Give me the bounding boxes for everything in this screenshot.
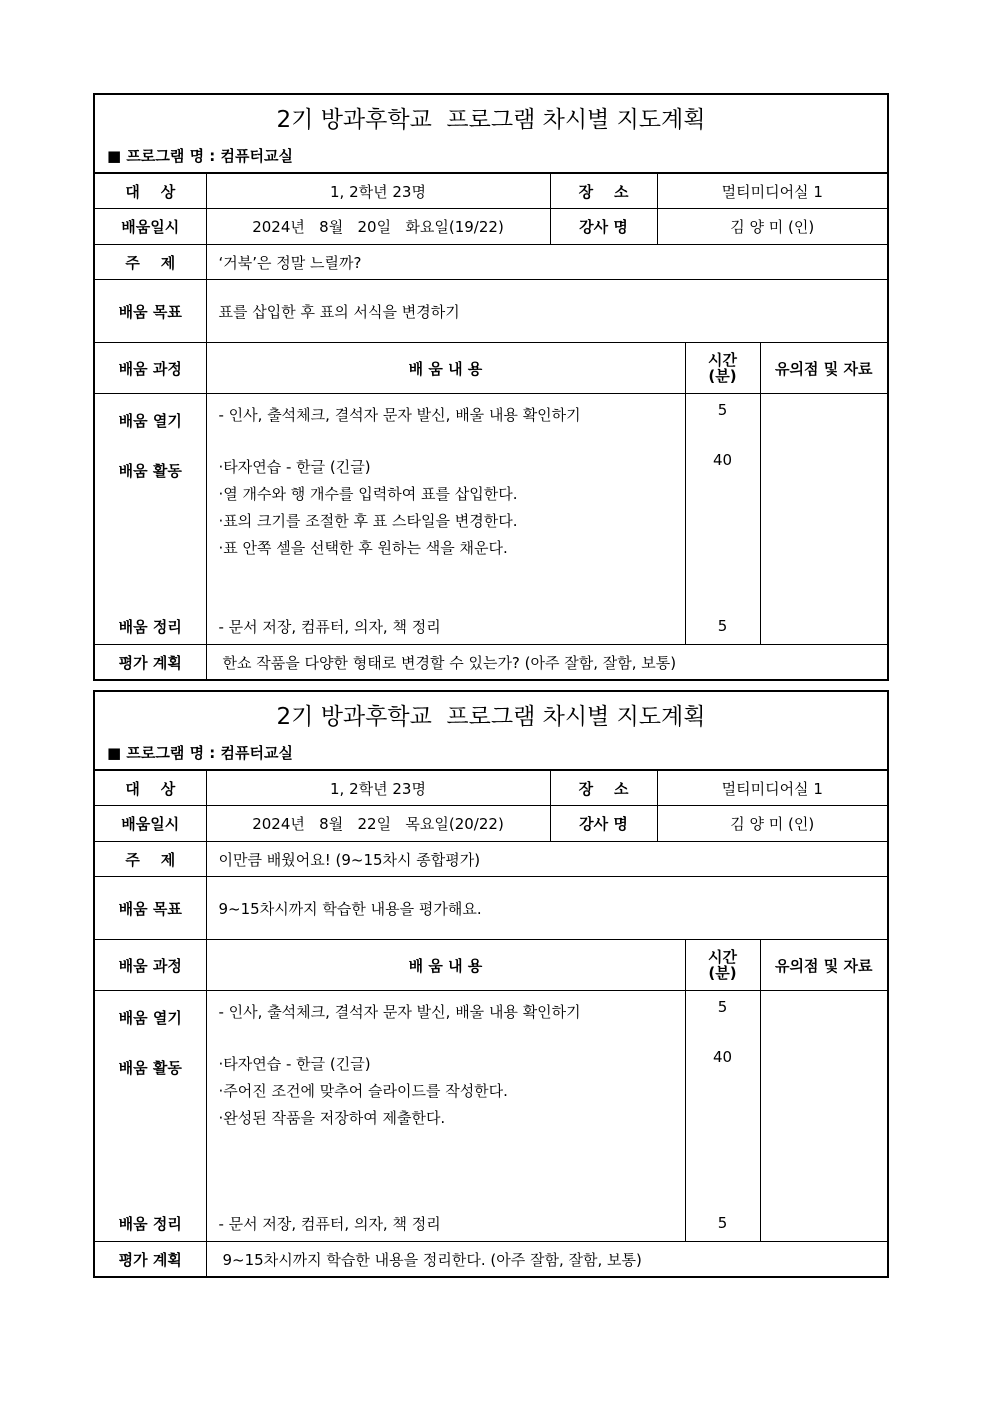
place-value: 멀티미디어실 1 [657, 771, 887, 806]
place-label: 장 소 [550, 771, 657, 806]
process-times [685, 394, 760, 645]
instructor-label: 강사 명 [550, 806, 657, 842]
time-close: 5 [717, 1214, 728, 1232]
activity-item: ·타자연습 - 한글 (긴글) [218, 1055, 371, 1073]
stage-open-label: 배움 열기 [118, 412, 182, 430]
topic-label: 주 제 [95, 842, 206, 877]
process-label: 배움 과정 [95, 343, 206, 394]
notes-cell [760, 394, 887, 645]
activity-item: ·완성된 작품을 저장하여 제출한다. [218, 1109, 446, 1127]
eval-label: 평가 계획 [95, 1242, 206, 1278]
program-name: ■ 프로그램 명 : 컴퓨터교실 [107, 744, 293, 762]
open-content: - 인사, 출석체크, 결석자 문자 발신, 배울 내용 확인하기 [218, 1003, 581, 1021]
target-label: 대 상 [95, 174, 206, 209]
date-label: 배움일시 [95, 806, 206, 842]
date-value: 2024년 8월 20일 화요일(19/22) [206, 209, 550, 245]
notes-header: 유의점 및 자료 [760, 343, 887, 394]
content-header: 배 움 내 용 [206, 940, 685, 991]
close-content: - 문서 저장, 컴퓨터, 의자, 책 정리 [218, 1215, 441, 1233]
activity-item: ·표의 크기를 조절한 후 표 스타일을 변경한다. [218, 512, 518, 530]
activity-item: ·주어진 조건에 맞추어 슬라이드를 작성한다. [218, 1082, 508, 1100]
stage-labels [95, 394, 206, 645]
time-header-line1: 시간 [708, 948, 737, 966]
plan-header [95, 95, 887, 173]
date-value: 2024년 8월 22일 목요일(20/22) [206, 806, 550, 842]
eval-value: 한쇼 작품을 다양한 형태로 변경할 수 있는가? (아주 잘함, 잘함, 보통) [206, 645, 887, 681]
time-header-line2: (분) [708, 964, 737, 982]
page-title: 2기 방과후학교 프로그램 차시별 지도계획 [276, 107, 706, 133]
process-times [685, 991, 760, 1242]
instructor-value: 김 양 미 (인) [657, 806, 887, 842]
plan-header [95, 692, 887, 770]
goal-label: 배움 목표 [95, 280, 206, 343]
time-header-line2: (분) [708, 367, 737, 385]
date-label: 배움일시 [95, 209, 206, 245]
target-value: 1, 2학년 23명 [206, 174, 550, 209]
notes-header: 유의점 및 자료 [760, 940, 887, 991]
plan-table [95, 173, 887, 681]
page-title: 2기 방과후학교 프로그램 차시별 지도계획 [276, 704, 706, 730]
instructor-value: 김 양 미 (인) [657, 209, 887, 245]
stage-activity-label: 배움 활동 [118, 1059, 182, 1077]
stage-close-label: 배움 정리 [118, 618, 182, 636]
stage-activity-label: 배움 활동 [118, 462, 182, 480]
open-content: - 인사, 출석체크, 결석자 문자 발신, 배울 내용 확인하기 [218, 406, 581, 424]
program-name: ■ 프로그램 명 : 컴퓨터교실 [107, 147, 293, 165]
stage-close-label: 배움 정리 [118, 1215, 182, 1233]
process-label: 배움 과정 [95, 940, 206, 991]
time-open: 5 [717, 998, 728, 1016]
topic-label: 주 제 [95, 245, 206, 280]
place-label: 장 소 [550, 174, 657, 209]
goal-value: 표를 삽입한 후 표의 서식을 변경하기 [206, 280, 887, 343]
time-close: 5 [717, 617, 728, 635]
process-content [206, 991, 685, 1242]
stage-labels [95, 991, 206, 1242]
activity-item: ·표 안쪽 셀을 선택한 후 원하는 색을 채운다. [218, 539, 508, 557]
process-content [206, 394, 685, 645]
time-header [685, 343, 760, 394]
goal-label: 배움 목표 [95, 877, 206, 940]
close-content: - 문서 저장, 컴퓨터, 의자, 책 정리 [218, 618, 441, 636]
notes-cell [760, 991, 887, 1242]
time-header-line1: 시간 [708, 351, 737, 369]
target-label: 대 상 [95, 771, 206, 806]
instructor-label: 강사 명 [550, 209, 657, 245]
activity-item: ·열 개수와 행 개수를 입력하여 표를 삽입한다. [218, 485, 518, 503]
target-value: 1, 2학년 23명 [206, 771, 550, 806]
place-value: 멀티미디어실 1 [657, 174, 887, 209]
lesson-plan-1 [93, 93, 889, 681]
time-header [685, 940, 760, 991]
topic-value: 이만큼 배웠어요! (9~15차시 종합평가) [206, 842, 887, 877]
lesson-plan-2 [93, 690, 889, 1278]
stage-open-label: 배움 열기 [118, 1009, 182, 1027]
goal-value: 9~15차시까지 학습한 내용을 평가해요. [206, 877, 887, 940]
time-open: 5 [717, 401, 728, 419]
time-activity: 40 [712, 1048, 733, 1066]
topic-value: ‘거북’은 정말 느릴까? [206, 245, 887, 280]
time-activity: 40 [712, 451, 733, 469]
eval-label: 평가 계획 [95, 645, 206, 681]
activity-item: ·타자연습 - 한글 (긴글) [218, 458, 371, 476]
plan-table [95, 770, 887, 1278]
content-header: 배 움 내 용 [206, 343, 685, 394]
eval-value: 9~15차시까지 학습한 내용을 정리한다. (아주 잘함, 잘함, 보통) [206, 1242, 887, 1278]
